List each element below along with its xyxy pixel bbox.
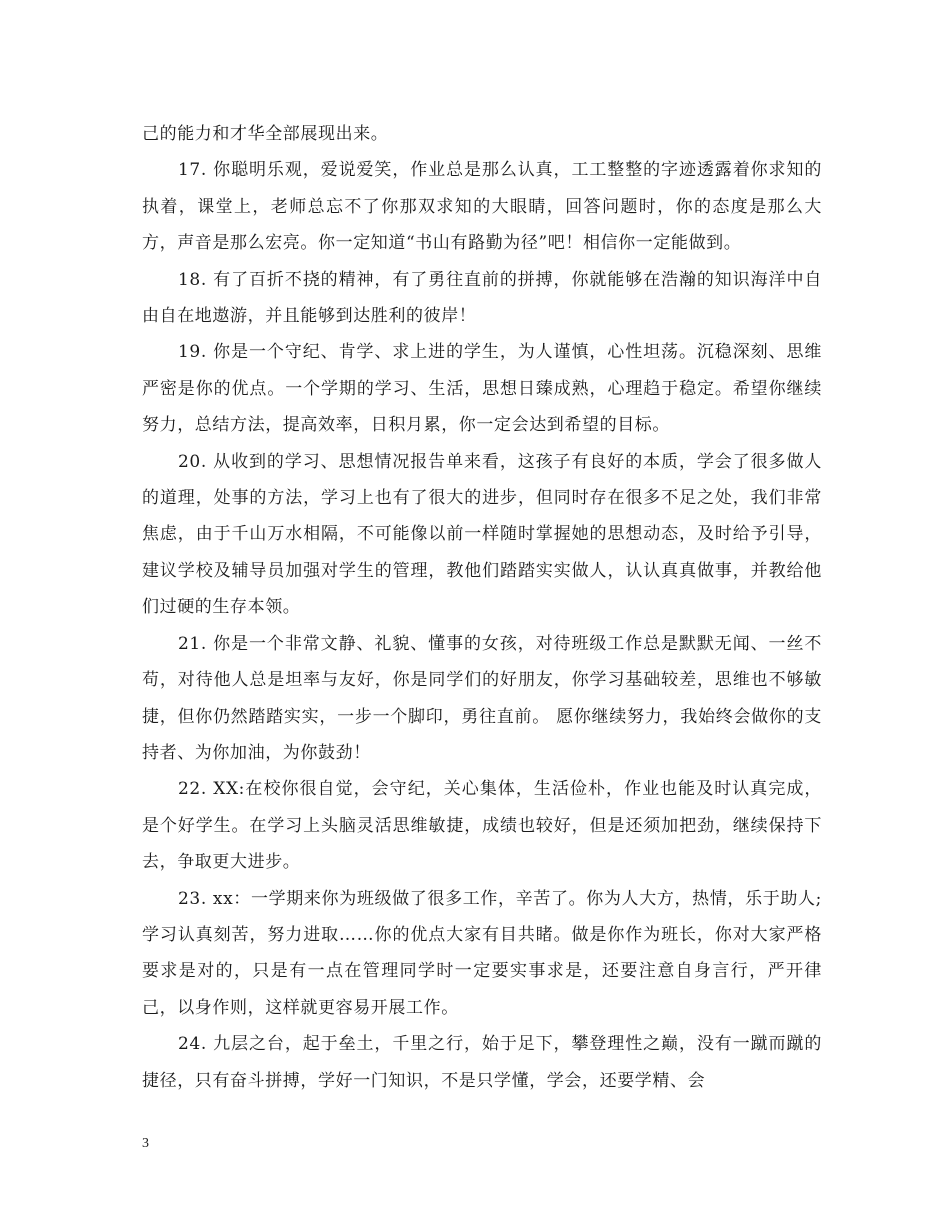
paragraph-22: 22. XX:在校你很自觉，会守纪，关心集体，生活俭朴，作业也能及时认真完成，是个好学生。在学习上头脑灵活思维敏捷，成绩也较好，但是还须加把劲，继续保持下去，争取更大进步。 (142, 779, 822, 873)
paragraph-17: 17. 你聪明乐观，爱说爱笑，作业总是那么认真，工工整整的字迹透露着你求知的执着，课堂上，老师总忘不了你那双求知的大眼睛，回答问题时，你的态度是那么大方，声音是那么宏亮。你一定知道“书山有路勤为径”吧！相信你一定能做到。 (142, 160, 822, 254)
paragraph-18: 18. 有了百折不挠的精神，有了勇往直前的拼搏，你就能够在浩瀚的知识海洋中自由自在地遨游，并且能够到达胜利的彼岸！ (142, 269, 822, 327)
paragraph-21: 21. 你是一个非常文静、礼貌、懂事的女孩，对待班级工作总是默默无闻、一丝不苟，对待他人总是坦率与友好，你是同学们的好朋友，你学习基础较差，思维也不够敏捷，但你仍然踏踏实实，一步一个脚印，勇往直前。 愿你继续努力，我始终会做你的支持者、为你加油，为你鼓劲！ (142, 633, 822, 763)
paragraph-24: 24. 九层之台，起于垒土，千里之行，始于足下，攀登理性之巅，没有一蹴而蹴的捷径，只有奋斗拼搏，学好一门知识，不是只学懂，学会，还要学精、会 (142, 1034, 822, 1091)
paragraph-continuation: 己的能力和才华全部展现出来。 (142, 124, 389, 144)
paragraph-20: 20. 从收到的学习、思想情况报告单来看，这孩子有良好的本质，学会了很多做人的道理，处事的方法，学习上也有了很大的进步，但同时存在很多不足之处，我们非常焦虑，由于千山万水相隔，不可能像以前一样随时掌握她的思想动态，及时给予引导，建议学校及辅导员加强对学生的管理，教他们踏踏实实做人，认认真真做事，并教给他们过硬的生存本领。 (142, 451, 822, 618)
paragraph-19: 19. 你是一个守纪、肯学、求上进的学生，为人谨慎，心性坦荡。沉稳深刻、思维严密是你的优点。一个学期的学习、生活，思想日臻成熟，心理趋于稳定。希望你继续努力，总结方法，提高效率，日积月累，你一定会达到希望的目标。 (142, 342, 822, 436)
paragraph-23: 23. xx：一学期来你为班级做了很多工作，辛苦了。你为人大方，热情，乐于助人;学习认真刻苦，努力进取……你的优点大家有目共睹。做是你作为班长，你对大家严格要求是对的，只是有一点在管理同学时一定要实事求是，还要注意自身言行，严开律己，以身作则，这样就更容易开展工作。 (142, 888, 822, 1018)
page-number: 3 (142, 1136, 149, 1151)
document-body (142, 116, 822, 1099)
